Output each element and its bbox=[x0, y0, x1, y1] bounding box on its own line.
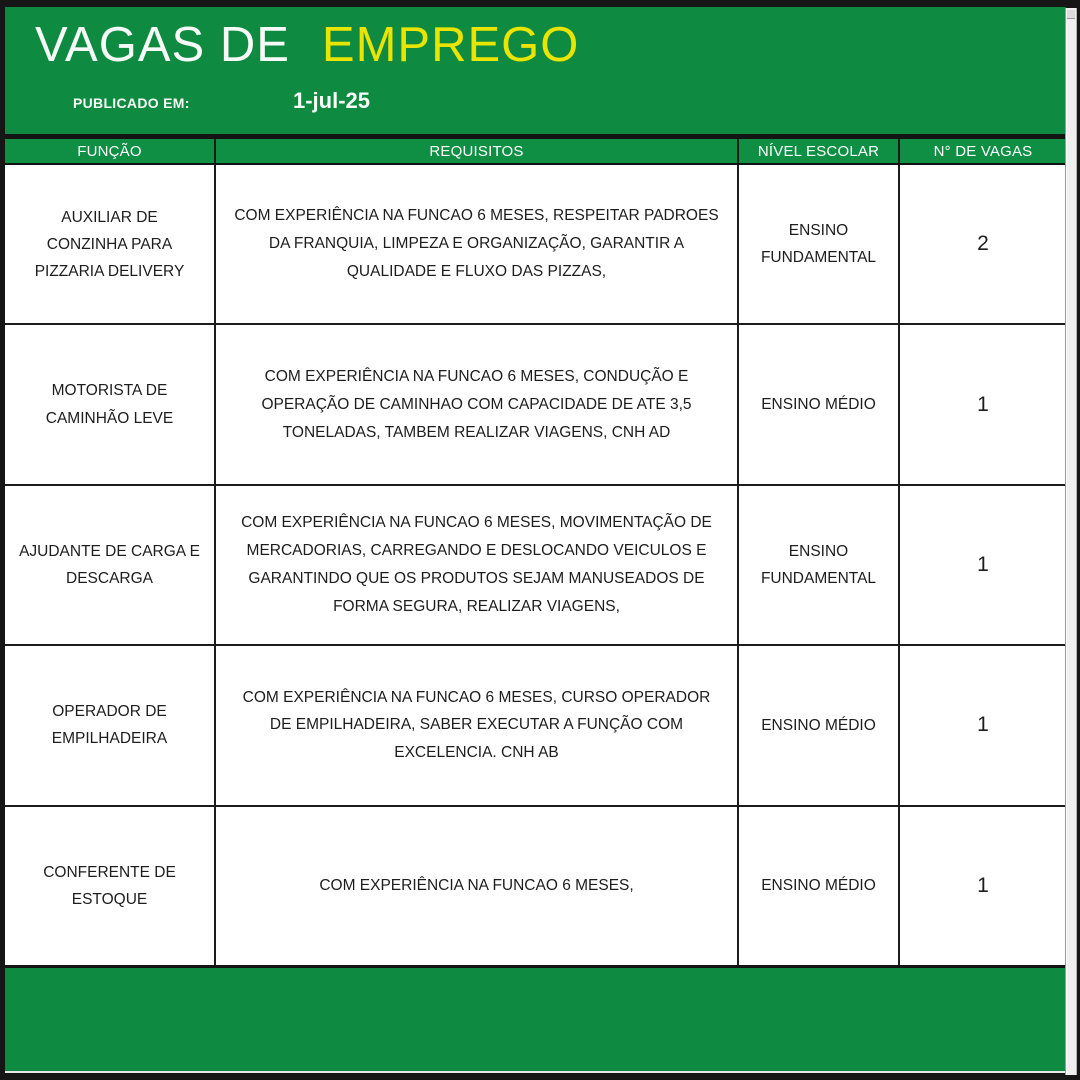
table-row bbox=[5, 165, 1066, 325]
table-header-row bbox=[5, 139, 1066, 165]
cell-funcao: AUXILIAR DE CONZINHA PARA PIZZARIA DELIVERY bbox=[5, 165, 216, 323]
published-label: PUBLICADO EM: bbox=[73, 95, 190, 111]
published-date: 1-jul-25 bbox=[293, 88, 371, 113]
cell-n-de-vagas: 2 bbox=[977, 232, 989, 256]
cell-n-de-vagas: 1 bbox=[977, 713, 989, 737]
header-n-de-vagas: N° DE VAGAS bbox=[933, 142, 1033, 160]
title-vagas-de: VAGAS DE bbox=[35, 18, 290, 72]
cell-n-de-vagas: 1 bbox=[977, 392, 989, 416]
table-row bbox=[5, 807, 1066, 965]
cell-funcao: MOTORISTA DE CAMINHÃO LEVE bbox=[5, 325, 216, 483]
table-row bbox=[5, 325, 1066, 485]
header-requisitos: REQUISITOS bbox=[216, 139, 739, 163]
cell-nivel-escolar: ENSINO MÉDIO bbox=[739, 646, 900, 804]
cell-nivel-escolar: ENSINO MÉDIO bbox=[739, 807, 900, 965]
cell-funcao: CONFERENTE DE ESTOQUE bbox=[5, 807, 216, 965]
cell-funcao: OPERADOR DE EMPILHADEIRA bbox=[5, 646, 216, 804]
cell-requisitos: COM EXPERIÊNCIA NA FUNCAO 6 MESES, RESPEITAR PADROES DA FRANQUIA, LIMPEZA E ORGANIZAÇÃO, GARANTIR A QUALIDADE E FLUXO DAS PIZZAS, bbox=[216, 165, 739, 323]
header-nivel-escolar: NÍVEL ESCOLAR bbox=[739, 139, 900, 163]
footer-band bbox=[5, 968, 1066, 1073]
cell-requisitos: COM EXPERIÊNCIA NA FUNCAO 6 MESES, MOVIMENTAÇÃO DE MERCADORIAS, CARREGANDO E DESLOCANDO VEICULOS E GARANTINDO QUE OS PRODUTOS SEJAM MANUSEADOS DE FORMA SEGURA, REALIZAR VIAGENS, bbox=[216, 486, 739, 644]
cell-nivel-escolar: ENSINO MÉDIO bbox=[739, 325, 900, 483]
cell-n-de-vagas: 1 bbox=[977, 553, 989, 577]
cell-requisitos: COM EXPERIÊNCIA NA FUNCAO 6 MESES, CONDUÇÃO E OPERAÇÃO DE CAMINHAO COM CAPACIDADE DE ATE 3,5 TONELADAS, TAMBEM REALIZAR VIAGENS, CNH AD bbox=[216, 325, 739, 483]
cell-funcao: AJUDANTE DE CARGA E DESCARGA bbox=[5, 486, 216, 644]
cell-n-de-vagas: 1 bbox=[977, 873, 989, 897]
table-row bbox=[5, 486, 1066, 646]
title-emprego: EMPREGO bbox=[321, 18, 580, 72]
cell-nivel-escolar: ENSINO FUNDAMENTAL bbox=[739, 486, 900, 644]
cell-requisitos: COM EXPERIÊNCIA NA FUNCAO 6 MESES, CURSO OPERADOR DE EMPILHADEIRA, SABER EXECUTAR A FUNÇÃO COM EXCELENCIA. CNH AB bbox=[216, 646, 739, 804]
jobs-table bbox=[5, 134, 1066, 968]
cell-requisitos: COM EXPERIÊNCIA NA FUNCAO 6 MESES, bbox=[216, 807, 739, 965]
poster-content bbox=[5, 7, 1066, 1073]
table-row bbox=[5, 646, 1066, 806]
scrollbar-thumb[interactable] bbox=[1067, 10, 1075, 19]
page-title bbox=[35, 17, 579, 73]
cell-nivel-escolar: ENSINO FUNDAMENTAL bbox=[739, 165, 900, 323]
vertical-scrollbar[interactable] bbox=[1065, 8, 1077, 1075]
header-funcao: FUNÇÃO bbox=[5, 139, 216, 163]
banner bbox=[5, 7, 1066, 134]
